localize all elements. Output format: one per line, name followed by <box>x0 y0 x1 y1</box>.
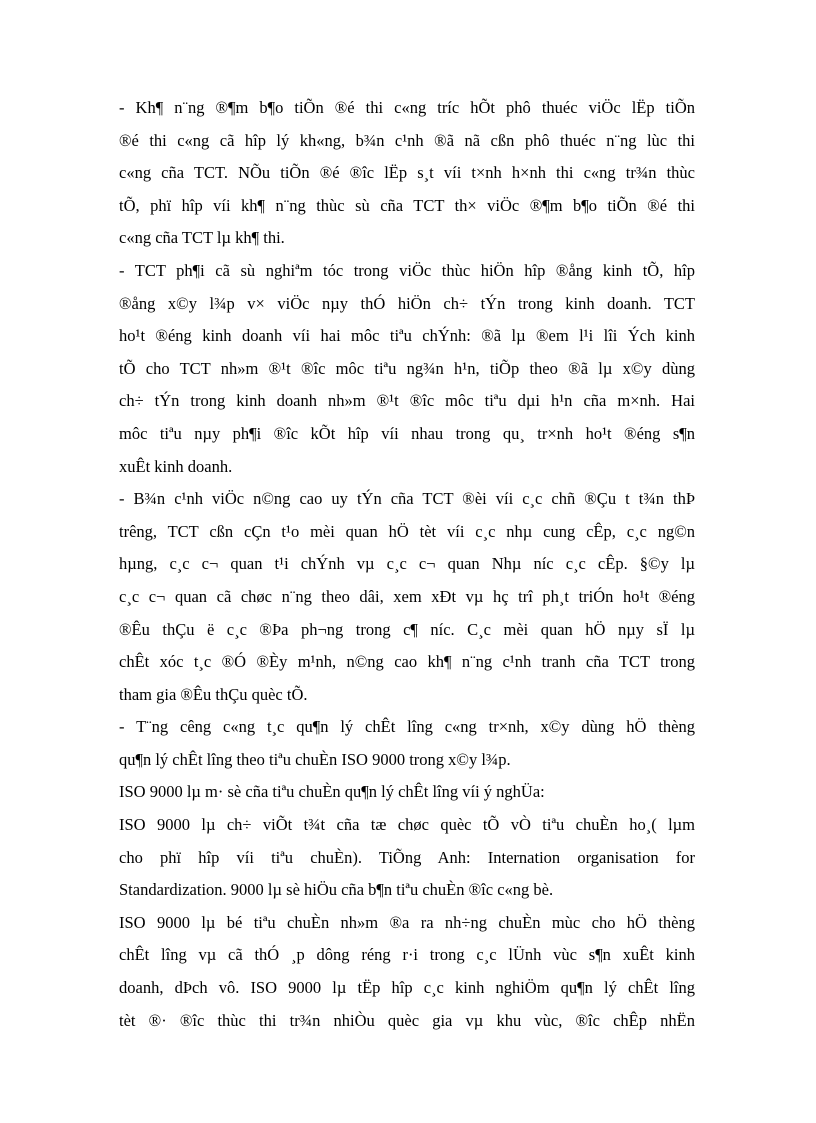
text-line: c«ng cña TCT lµ kh¶ thi. <box>119 228 285 248</box>
text-line: ®Êu thÇu ë c¸c ®Þa ph¬ng trong c¶ níc. C¸c mèi quan hÖ nµy sÏ lµ <box>119 619 695 639</box>
paragraph-iso-code <box>119 776 695 809</box>
paragraph-iso-definition <box>119 809 695 907</box>
text-line: - TCT ph¶i cã sù nghiªm tóc trong viÖc thùc hiÖn hîp ®ång kinh tÕ, hîp <box>119 260 695 280</box>
document-body <box>119 92 695 1037</box>
text-line: chÊt xóc t¸c ®Ó ®Èy m¹nh, n©ng cao kh¶ n¨ng c¹nh tranh cña TCT trong <box>119 652 695 672</box>
text-line: - Kh¶ n¨ng ®¶m b¶o tiÕn ®é thi c«ng tríc hÕt phô thuéc viÖc lËp tiÕn <box>119 98 695 117</box>
text-line: - B¾n c¹nh viÖc n©ng cao uy tÝn cña TCT ®èi víi c¸c chñ ®Çu t t¾n thÞ <box>119 489 695 509</box>
text-line: môc tiªu nµy ph¶i ®îc kÕt hîp víi nhau trong qu¸ tr×nh ho¹t ®éng s¶n <box>119 423 695 443</box>
paragraph-quality-management <box>119 711 695 776</box>
text-line: ®ång x©y l¾p v× viÖc nµy thÓ hiÖn ch÷ tÝn trong kinh doanh. TCT <box>119 293 695 313</box>
text-line: c«ng cña TCT. NÕu tiÕn ®é ®îc lËp s¸t víi t×nh h×nh thi c«ng tr¾n thùc <box>119 163 695 183</box>
text-line: tèt ®· ®îc thùc thi tr¾n nhiÒu quèc gia vµ khu vùc, ®îc chÊp nhËn <box>119 1010 695 1030</box>
paragraph-relationships <box>119 483 695 711</box>
paragraph-progress-guarantee <box>119 92 695 255</box>
text-line: Standardization. 9000 lµ sè hiÖu cña b¶n tiªu chuÈn ®îc c«ng bè. <box>119 880 554 900</box>
text-line: ho¹t ®éng kinh doanh víi hai môc tiªu chÝnh: ®ã lµ ®em l¹i lîi Ých kinh <box>119 326 695 346</box>
text-line: c¸c c¬ quan cã chøc n¨ng theo dâi, xem xÐt vµ hç trî ph¸t triÓn ho¹t ®éng <box>119 586 695 606</box>
text-line: doanh, dÞch vô. ISO 9000 lµ tËp hîp c¸c kinh nghiÖm qu¶n lý chÊt lîng <box>119 978 695 998</box>
paragraph-contract-seriousness <box>119 255 695 483</box>
text-line: ISO 9000 lµ bé tiªu chuÈn nh»m ®a ra nh÷ng chuÈn mùc cho hÖ thèng <box>119 912 695 932</box>
text-line: trêng, TCT cßn cÇn t¹o mèi quan hÖ tèt víi c¸c nhµ cung cÊp, c¸c ng©n <box>119 521 695 541</box>
text-line: ®é thi c«ng cã hîp lý kh«ng, b¾n c¹nh ®ã nã cßn phô thuéc n¨ng lùc thi <box>119 130 695 150</box>
text-line: ISO 9000 lµ m· sè cña tiªu chuÈn qu¶n lý chÊt lîng víi ý nghÜa: <box>119 782 545 802</box>
paragraph-iso-standards <box>119 907 695 1037</box>
text-line: tÕ, phï hîp víi kh¶ n¨ng thùc sù cña TCT th× viÖc ®¶m b¶o tiÕn ®é thi <box>119 195 695 215</box>
text-line: ch÷ tÝn trong kinh doanh nh»m ®¹t ®îc môc tiªu dµi h¹n cña m×nh. Hai <box>119 391 695 411</box>
text-line: tham gia ®Êu thÇu quèc tÕ. <box>119 684 308 704</box>
text-line: chÊt lîng vµ cã thÓ ¸p dông réng r·i trong c¸c lÜnh vùc s¶n xuÊt kinh <box>119 945 695 965</box>
text-line: cho phï hîp víi tiªu chuÈn). TiÕng Anh: Internation organisation for <box>119 847 695 867</box>
text-line: xuÊt kinh doanh. <box>119 456 233 476</box>
text-line: hµng, c¸c c¬ quan t¹i chÝnh vµ c¸c c¬ quan Nhµ níc c¸c cÊp. §©y lµ <box>119 554 695 574</box>
text-line: ISO 9000 lµ ch÷ viÕt t¾t cña tæ chøc quèc tÕ vÒ tiªu chuÈn ho¸( lµm <box>119 815 695 835</box>
text-line: qu¶n lý chÊt lîng theo tiªu chuÈn ISO 9000 trong x©y l¾p. <box>119 749 511 769</box>
text-line: - T¨ng cêng c«ng t¸c qu¶n lý chÊt lîng c«ng tr×nh, x©y dùng hÖ thèng <box>119 717 695 737</box>
text-line: tÕ cho TCT nh»m ®¹t ®îc môc tiªu ng¾n h¹n, tiÕp theo ®ã lµ x©y dùng <box>119 358 695 378</box>
